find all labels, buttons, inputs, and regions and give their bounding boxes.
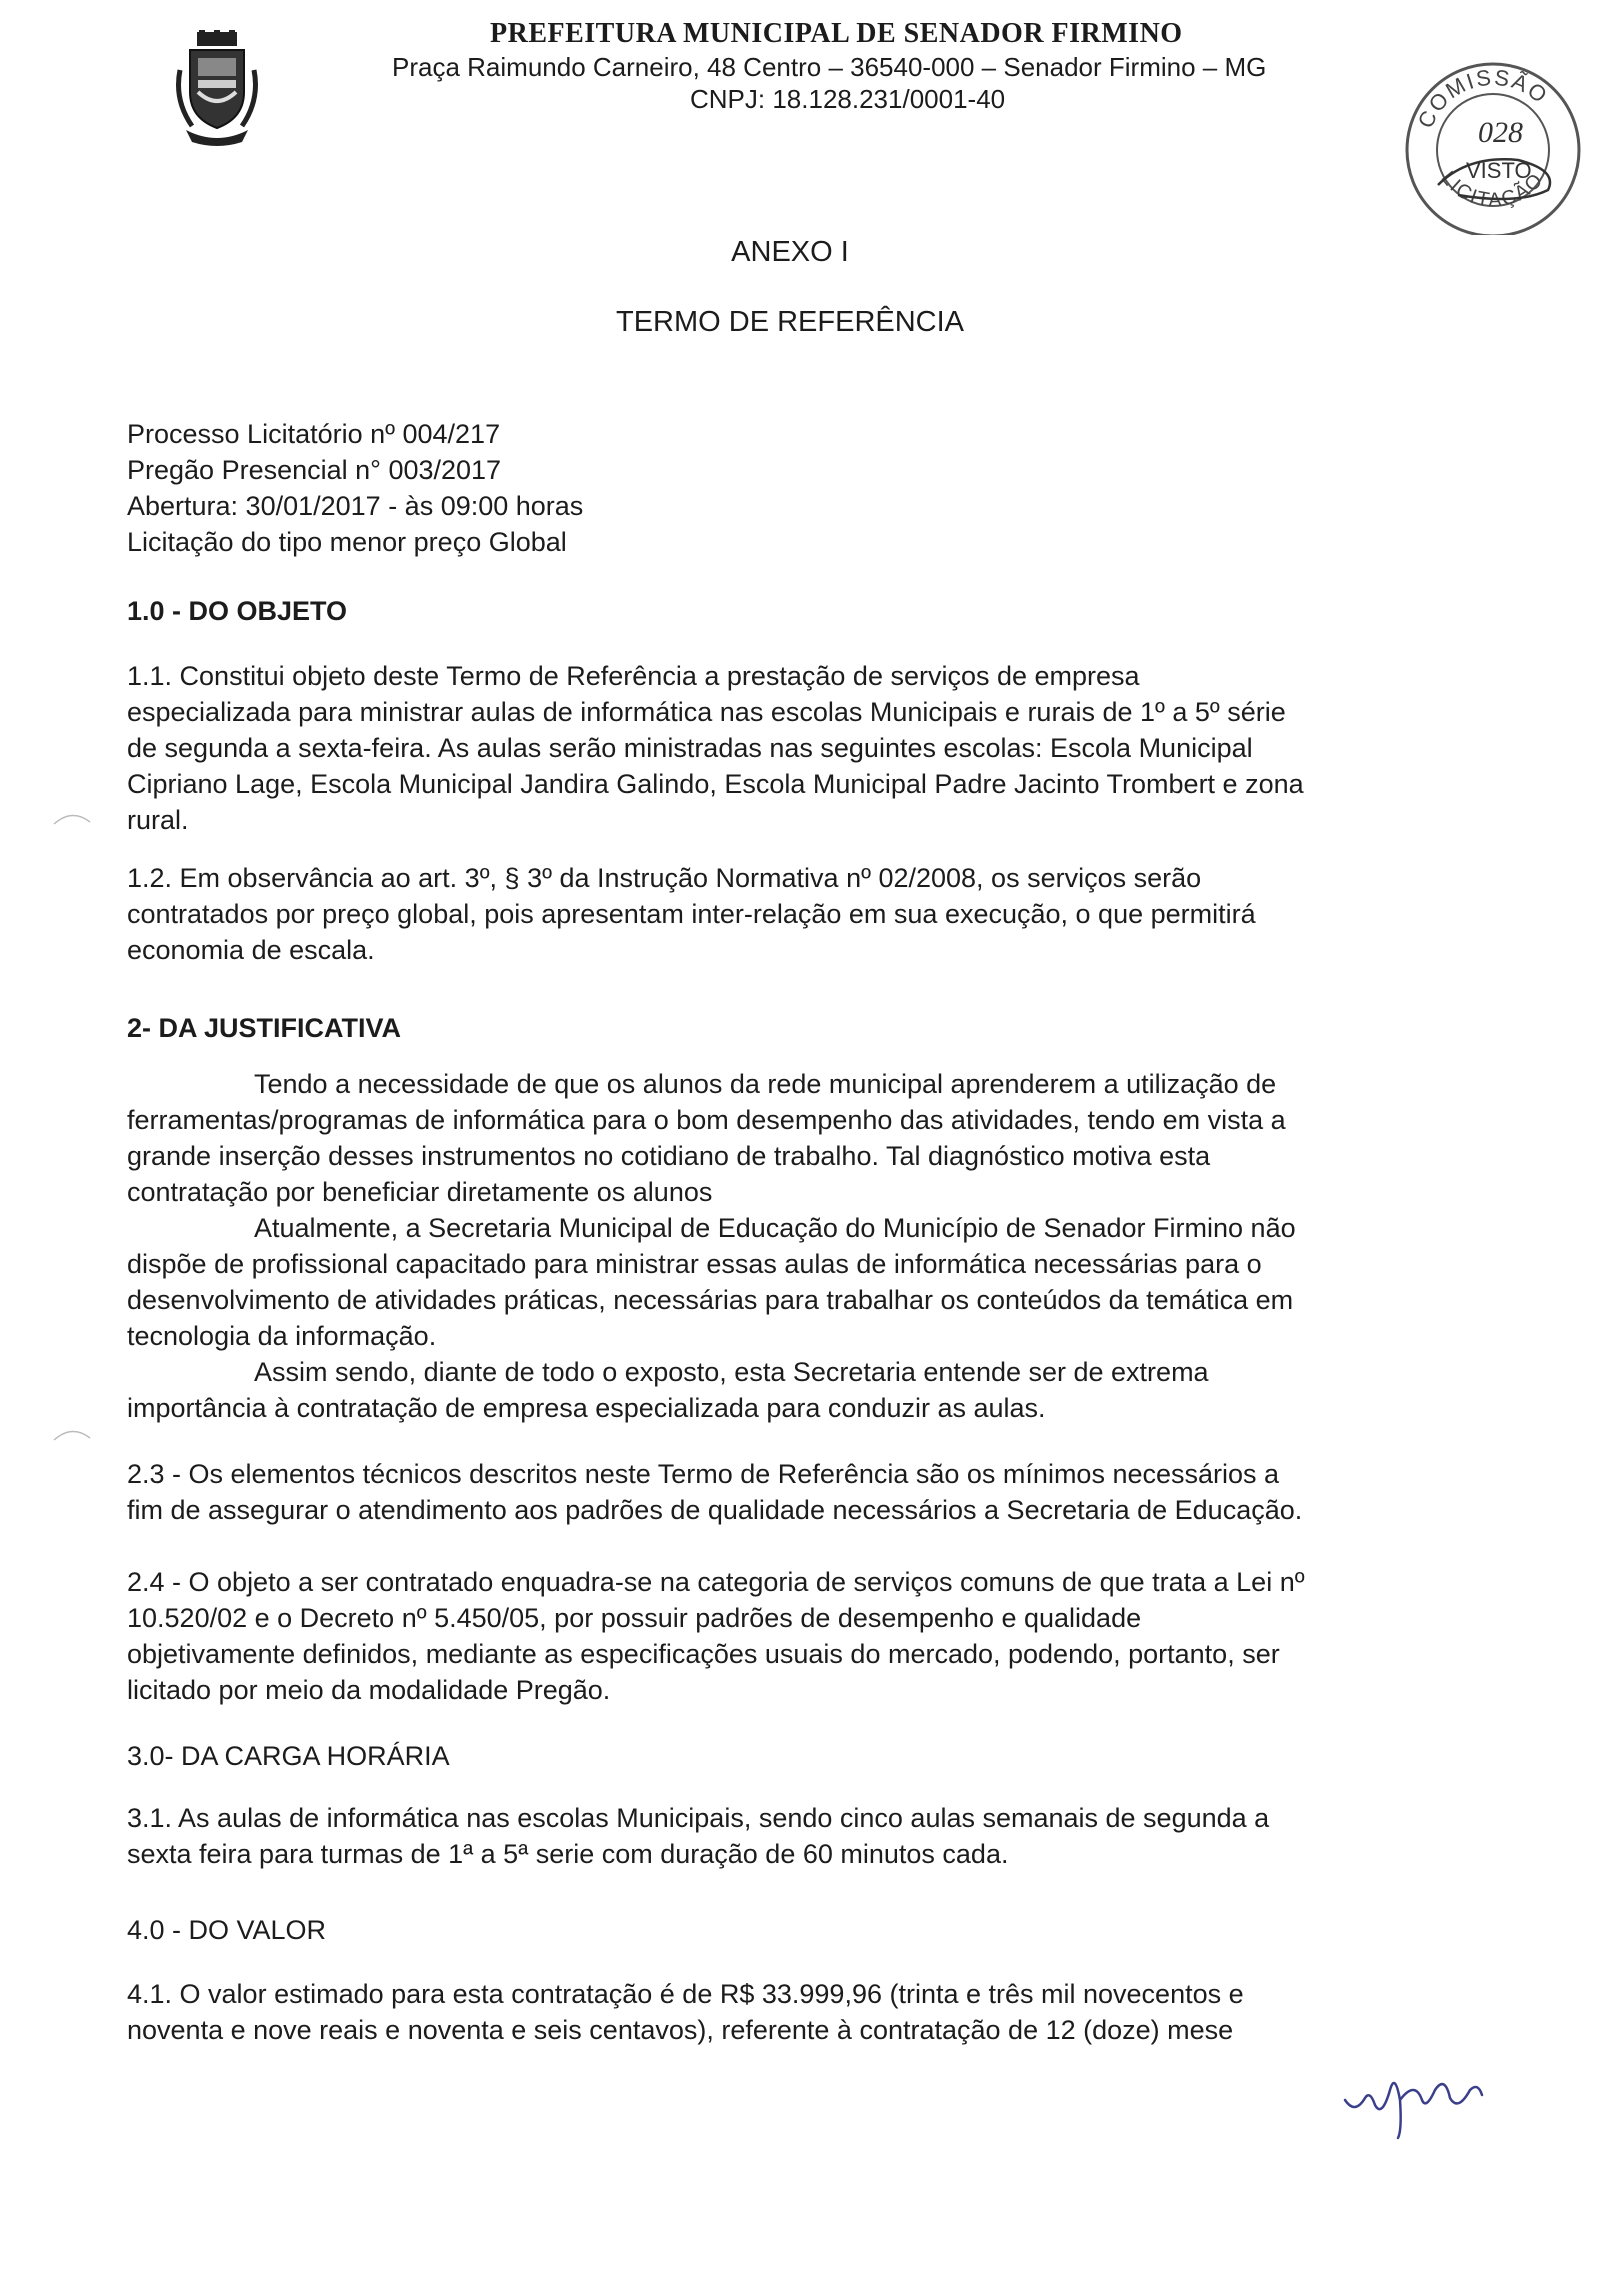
text-line: 1.2. Em observância ao art. 3º, § 3º da Instrução Normativa nº 02/2008, os serviços serão [127, 863, 1202, 893]
text-line: economia de escala. [127, 935, 375, 965]
text-line: rural. [127, 805, 189, 835]
text-line: 4.1. O valor estimado para esta contratação é de R$ 33.999,96 (trinta e três mil novecentos e [127, 1979, 1244, 2009]
text-line: 2.4 - O objeto a ser contratado enquadra-se na categoria de serviços comuns de que trata a Lei nº [127, 1567, 1305, 1597]
paragraph-2-4 [127, 1564, 1477, 1708]
text-line: contratação por beneficiar diretamente os alunos [127, 1177, 713, 1207]
text-line: grande inserção desses instrumentos no cotidiano de trabalho. Tal diagnóstico motiva esta [127, 1141, 1211, 1171]
commission-stamp [1398, 60, 1588, 235]
header-cnpj: CNPJ: 18.128.231/0001-40 [690, 84, 1006, 114]
section-valor-heading: 4.0 - DO VALOR [127, 1915, 327, 1945]
process-info [127, 416, 1477, 560]
paragraph-1-1 [127, 658, 1477, 838]
document-title: TERMO DE REFERÊNCIA [615, 306, 965, 338]
text-line: 2.3 - Os elementos técnicos descritos neste Termo de Referência são os mínimos necessários a [127, 1459, 1280, 1489]
paragraph-4-1 [127, 1976, 1477, 2048]
annex-label: ANEXO I [731, 236, 849, 268]
text-line: licitado por meio da modalidade Pregão. [127, 1675, 611, 1705]
header-title: PREFEITURA MUNICIPAL DE SENADOR FIRMINO [490, 18, 1183, 49]
text-line: Tendo a necessidade de que os alunos da rede municipal aprenderem a utilização de [254, 1069, 1277, 1099]
text-line: tecnologia da informação. [127, 1321, 437, 1351]
municipal-crest-icon [172, 30, 262, 150]
text-line: noventa e nove reais e noventa e seis centavos), referente à contratação de 12 (doze) mese [127, 2015, 1234, 2045]
punch-mark [52, 1424, 92, 1444]
text-line: contratados por preço global, pois apresentam inter-relação em sua execução, o que permitirá [127, 899, 1256, 929]
text-line: especializada para ministrar aulas de informática nas escolas Municipais e rurais de 1º a 5º série [127, 697, 1286, 727]
paragraph-2-3 [127, 1456, 1477, 1528]
text-line: 1.1. Constitui objeto deste Termo de Referência a prestação de serviços de empresa [127, 661, 1140, 691]
text-line: de segunda a sexta-feira. As aulas serão ministradas nas seguintes escolas: Escola Municipal [127, 733, 1253, 763]
text-line: objetivamente definidos, mediante as especificações usuais do mercado, podendo, portanto, ser [127, 1639, 1280, 1669]
pregao-number: Pregão Presencial n° 003/2017 [127, 455, 502, 485]
text-line: Atualmente, a Secretaria Municipal de Educação do Município de Senador Firmino não [254, 1213, 1296, 1243]
text-line: Cipriano Lage, Escola Municipal Jandira Galindo, Escola Municipal Padre Jacinto Trombert e zona [127, 769, 1304, 799]
text-line: sexta feira para turmas de 1ª a 5ª serie com duração de 60 minutos cada. [127, 1839, 1009, 1869]
process-number: Processo Licitatório nº 004/217 [127, 419, 501, 449]
stamp-visto: VISTO [1466, 158, 1532, 183]
stamp-bottom-text: LICITAÇÃO [1436, 167, 1549, 212]
text-line: fim de assegurar o atendimento aos padrões de qualidade necessários a Secretaria de Educação. [127, 1495, 1303, 1525]
text-line: 10.520/02 e o Decreto nº 5.450/05, por possuir padrões de desempenho e qualidade [127, 1603, 1142, 1633]
paragraph-1-2 [127, 860, 1477, 968]
paragraph-2-b [127, 1210, 1477, 1354]
text-line: importância à contratação de empresa especializada para conduzir as aulas. [127, 1393, 1046, 1423]
section-carga-heading: 3.0- DA CARGA HORÁRIA [127, 1741, 450, 1771]
section-justificativa-heading: 2- DA JUSTIFICATIVA [127, 1013, 402, 1043]
bidding-type: Licitação do tipo menor preço Global [127, 527, 567, 557]
text-line: ferramentas/programas de informática para o bom desempenho das atividades, tendo em vista a [127, 1105, 1286, 1135]
text-line: Assim sendo, diante de todo o exposto, esta Secretaria entende ser de extrema [254, 1357, 1209, 1387]
signature-rubric [1340, 2060, 1490, 2140]
paragraph-3-1 [127, 1800, 1477, 1872]
text-line: dispõe de profissional capacitado para ministrar essas aulas de informática necessárias para o [127, 1249, 1262, 1279]
stamp-top-text: COMISSÃO [1412, 64, 1554, 132]
header-address: Praça Raimundo Carneiro, 48 Centro – 36540-000 – Senador Firmino – MG [392, 52, 1267, 82]
text-line: desenvolvimento de atividades práticas, necessárias para trabalhar os conteúdos da temática em [127, 1285, 1294, 1315]
opening-date: Abertura: 30/01/2017 - às 09:00 horas [127, 491, 584, 521]
paragraph-2-c [127, 1354, 1477, 1426]
stamp-number: 028 [1478, 116, 1523, 149]
text-line: 3.1. As aulas de informática nas escolas Municipais, sendo cinco aulas semanais de segunda a [127, 1803, 1270, 1833]
punch-mark [52, 808, 92, 828]
paragraph-2-a [127, 1066, 1477, 1210]
section-objeto-heading: 1.0 - DO OBJETO [127, 596, 348, 626]
